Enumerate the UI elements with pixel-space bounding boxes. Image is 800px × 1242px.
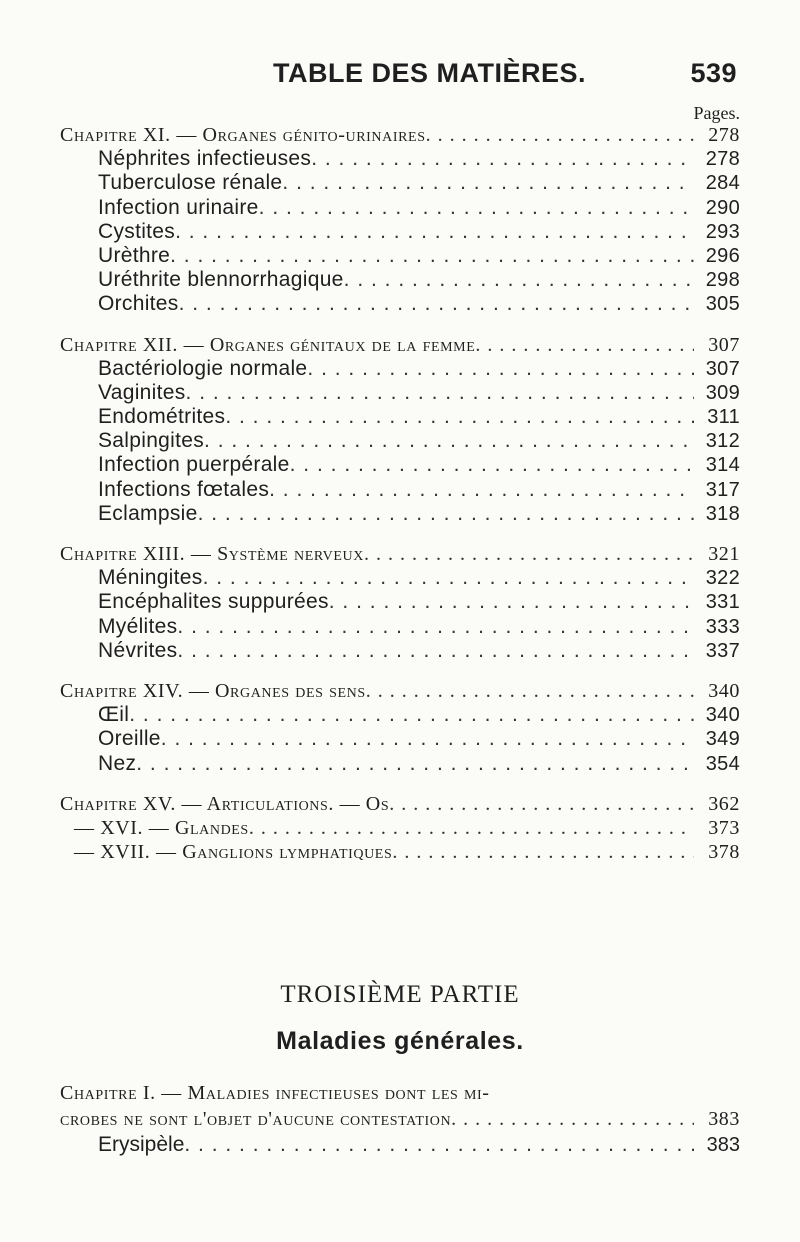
leader-dots [136,752,694,776]
toc-chapter [60,679,740,703]
section-spacer [60,317,740,333]
toc-entry [60,292,740,316]
toc-entry [60,220,740,244]
entry-title: Myélites [98,614,178,638]
running-title: TABLE DES MATIÈRES. [273,58,587,88]
entry-page: 311 [707,406,740,429]
entry-title: Erysipèle [98,1133,185,1156]
entry-title: Œil [98,703,130,727]
toc-chapter [60,333,740,357]
toc-entry [60,147,740,171]
toc-entry [60,727,740,751]
chapter-title: — XVII. — Ganglions lymphatiques [74,841,393,864]
chapter-page: 383 [708,1108,740,1130]
toc-chapter [60,816,740,840]
section-spacer [60,526,740,542]
entry-page: 333 [705,615,740,638]
entry-page: 349 [705,728,740,751]
toc-chapter [60,792,740,816]
leader-dots [203,566,694,590]
toc-entry [60,357,740,381]
leader-dots [475,333,694,357]
toc-entry [60,244,740,268]
toc-entry [60,703,740,727]
toc-entry [60,268,740,292]
chapter-title: Chapitre XI. — Organes génito-urinaires [60,124,426,146]
entry-page: 331 [705,591,740,614]
leader-dots [307,357,694,381]
entry-page: 309 [705,381,740,404]
entry-title: Salpingites [98,429,205,453]
entry-title: Infection puerpérale [98,453,290,477]
chapter-heading [60,1080,740,1132]
entry-page: 337 [705,639,740,662]
entry-title: Uréthrite blennorrhagique [98,268,344,292]
entry-page: 293 [705,220,740,243]
entry-title: Endométrites [98,405,226,429]
leader-dots [329,590,694,614]
chapter-title: Chapitre XII. — Organes génitaux de la femme [60,333,476,356]
entry-title: Infection urinaire [98,195,259,219]
toc-entry [60,752,740,776]
entry-title: Tuberculose rénale [98,171,283,195]
leader-dots [204,429,694,453]
entry-page: 340 [705,704,740,727]
toc-entry [60,566,740,590]
leader-dots [161,727,694,751]
leader-dots [259,196,694,220]
part-title: TROISIÈME PARTIE [280,981,520,1008]
leader-dots [225,405,694,429]
pages-column-label: Pages. [693,103,740,123]
entry-title: Néphrites infectieuses [98,147,312,171]
toc-entry [60,405,740,429]
toc-entry [60,590,740,614]
leader-dots [269,478,694,502]
toc-chapter [60,123,740,147]
entry-title: Bactériologie normale [98,356,308,380]
entry-title: Vaginites [98,380,186,404]
leader-dots [392,840,694,864]
entry-page: 314 [705,454,740,477]
entry-page: 278 [705,148,740,171]
entry-page: 307 [705,357,740,380]
table-of-contents [60,123,740,864]
leader-dots [366,679,694,703]
leader-dots [198,502,694,526]
toc-chapter [60,840,740,864]
toc-entry [98,1133,740,1157]
section-spacer [60,776,740,792]
entry-title: Eclampsie [98,501,198,525]
entry-page: 284 [705,172,740,195]
leader-dots [426,123,694,147]
chapter-title-line1: Chapitre I. — Maladies infectieuses dont les mi- [60,1082,490,1104]
leader-dots [175,220,694,244]
leader-dots [177,615,694,639]
leader-dots [282,171,694,195]
entry-page: 305 [705,293,740,316]
part-subtitle: Maladies générales. [276,1027,524,1055]
leader-dots [129,703,694,727]
leader-dots [389,792,694,816]
entry-page: 298 [705,269,740,292]
chapter-title-line2-row [60,1106,740,1132]
toc-entry [60,381,740,405]
leader-dots [290,453,694,477]
entry-page: 322 [705,567,740,590]
chapter-page: 321 [708,543,740,565]
entry-page: 317 [705,478,740,501]
toc-entry [60,639,740,663]
leader-dots [184,1133,694,1157]
toc-entry [60,196,740,220]
entry-page: 290 [705,196,740,219]
leader-dots [170,244,694,268]
chapter-page: 278 [708,124,740,146]
chapter-page: 362 [708,792,740,815]
entry-page: 383 [706,1134,740,1156]
chapter-title: Chapitre XIII. — Système nerveux [60,543,364,565]
entry-title: Encéphalites suppurées [98,590,329,614]
chapter-page: 378 [708,841,740,864]
entry-page: 312 [705,430,740,453]
section-spacer [60,663,740,679]
chapter-page: 373 [708,816,740,839]
chapter-title: Chapitre XIV. — Organes des sens [60,679,366,702]
chapter-title: Chapitre XV. — Articulations. — Os [60,792,390,815]
toc-entry [60,615,740,639]
toc-entry [60,502,740,526]
chapter-page: 307 [708,333,740,356]
entry-title: Nez [98,751,137,775]
toc-entry [60,171,740,195]
chapter-title-line2: crobes ne sont l'objet d'aucune contestation [60,1108,452,1130]
entry-page: 318 [705,502,740,525]
leader-dots [311,147,694,171]
toc-chapter [60,542,740,566]
toc-entry [60,478,740,502]
leader-dots [249,816,694,840]
chapter-page: 340 [708,679,740,702]
entry-title: Névrites [98,638,178,662]
entry-page: 296 [705,244,740,267]
entry-title: Oreille [98,727,161,751]
entry-title: Orchites [98,292,179,316]
entry-title: Infections fœtales [98,477,270,501]
page-number: 539 [690,58,737,88]
entry-page: 354 [705,752,740,775]
entry-title: Cystites [98,219,176,243]
toc-entry [60,429,740,453]
leader-dots [451,1106,694,1132]
leader-dots [179,292,694,316]
entry-title: Méningites [98,566,203,590]
entry-title: Urèthre [98,243,171,267]
chapter-title: — XVI. — Glandes [74,816,249,839]
leader-dots [186,381,694,405]
leader-dots [364,542,694,566]
leader-dots [177,639,694,663]
leader-dots [344,268,694,292]
toc-entry [60,453,740,477]
